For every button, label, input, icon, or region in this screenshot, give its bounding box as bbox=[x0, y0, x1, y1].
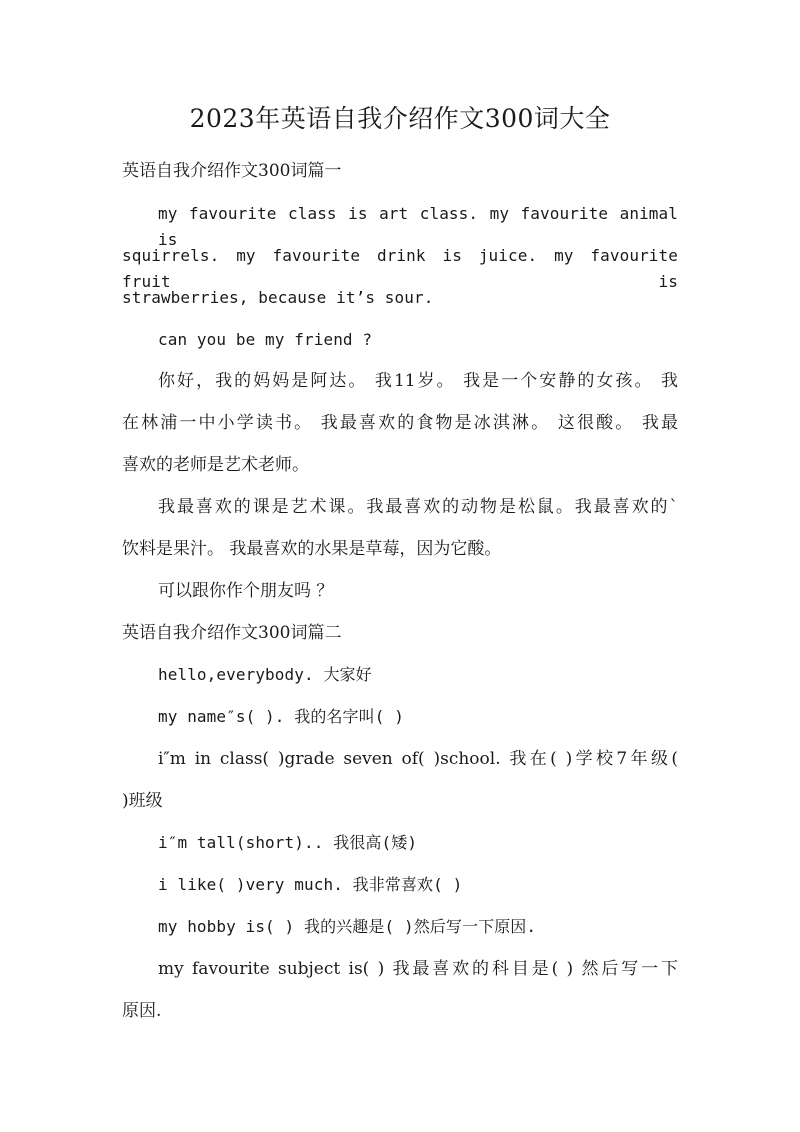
section2-line3: i″m in class( )grade seven of( )school. 我在( )学校7年级( bbox=[158, 749, 678, 769]
section1-paragraph3-line2: 在林浦一中小学读书。 我最喜欢的食物是冰淇淋。 这很酸。 我最 bbox=[122, 413, 678, 433]
section2-line4: i″m tall(short).. 我很高(矮) bbox=[158, 833, 418, 852]
section2-line6: my hobby is( ) 我的兴趣是( )然后写一下原因. bbox=[158, 917, 537, 936]
section1-paragraph3-line1: 你好，我的妈妈是阿达。 我11岁。 我是一个安静的女孩。 我 bbox=[158, 371, 678, 391]
section1-paragraph2: can you be my friend ? bbox=[158, 330, 373, 349]
section2-line5: i like( )very much. 我非常喜欢( ) bbox=[158, 875, 463, 894]
section1-paragraph3-line3: 喜欢的老师是艺术老师。 bbox=[122, 455, 309, 475]
section2-line7: my favourite subject is( ) 我最喜欢的科目是( ) 然后写一下 bbox=[158, 959, 678, 979]
section1-paragraph1-line2: squirrels. my favourite drink is juice. my favourite fruit is bbox=[122, 246, 678, 291]
section1-paragraph1-line1: my favourite class is art class. my favourite animal is bbox=[158, 204, 678, 249]
section2-line3-continued: )班级 bbox=[122, 791, 163, 811]
section1-paragraph4-line2: 饮料是果汁。 我最喜欢的水果是草莓，因为它酸。 bbox=[122, 539, 502, 559]
section1-heading: 英语自我介绍作文300词篇一 bbox=[122, 161, 342, 181]
section2-line7-continued: 原因. bbox=[122, 1001, 162, 1021]
section2-heading: 英语自我介绍作文300词篇二 bbox=[122, 623, 342, 643]
document-title: 2023年英语自我介绍作文300词大全 bbox=[189, 104, 611, 133]
section1-paragraph1-line3: strawberries, because it’s sour. bbox=[122, 288, 434, 307]
section1-paragraph4-line1: 我最喜欢的课是艺术课。我最喜欢的动物是松鼠。我最喜欢的` bbox=[158, 497, 678, 517]
section1-paragraph5: 可以跟你作个朋友吗 ？ bbox=[158, 581, 334, 601]
section2-line2: my name″s( ). 我的名字叫( ) bbox=[158, 707, 404, 726]
section2-line1: hello,everybody. 大家好 bbox=[158, 665, 372, 684]
